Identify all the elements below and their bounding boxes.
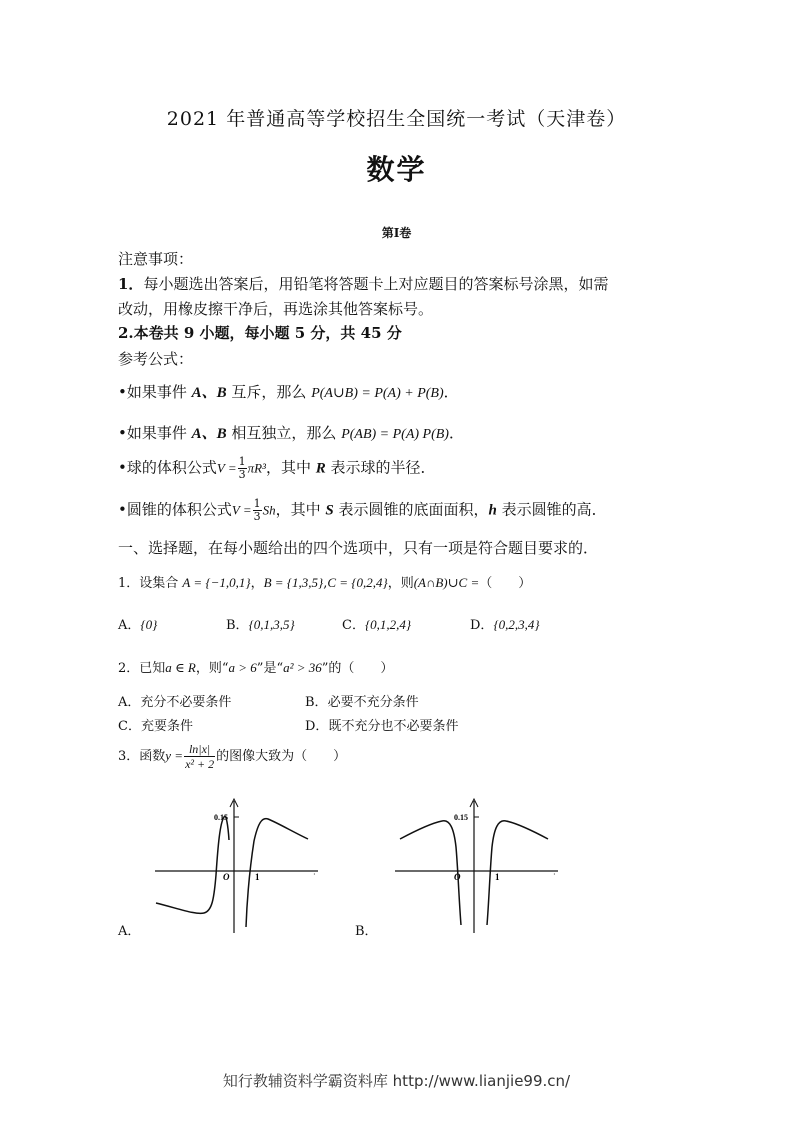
- q2-option-c[interactable]: [118, 715, 193, 734]
- formula-3-fraction: [238, 456, 247, 481]
- q1-stem-e: ,: [323, 576, 328, 591]
- formula-independent: [118, 422, 464, 443]
- q3-y: y =: [165, 748, 184, 763]
- q1-set-a: A = {−1,0,1}: [182, 575, 251, 590]
- q3-graph-b: [390, 795, 565, 935]
- q3-stem-b: 的图像大致为（ ）: [216, 749, 347, 764]
- q1-stem-c: ，: [250, 576, 264, 591]
- q1-option-b-label: B．: [226, 618, 249, 633]
- formula-4-numerator: 1: [253, 497, 261, 510]
- formula-2-expression: P(AB) = P(A) P(B): [341, 427, 449, 442]
- formula-4-variable-2: h: [488, 502, 497, 519]
- q2-stem-g: ”的（ ）: [321, 661, 394, 676]
- graph-b-origin-label: O: [454, 872, 461, 882]
- q1-option-d-value: {0,2,3,4}: [493, 617, 540, 632]
- q2-stem-c: ，则“: [195, 661, 229, 676]
- q3-stem-a: 3．函数: [118, 749, 166, 764]
- q1-option-a[interactable]: [118, 614, 157, 633]
- formula-3-v: V =: [216, 460, 237, 476]
- q2-option-a[interactable]: [118, 691, 231, 710]
- q1-expression: (A∩B)∪C =: [413, 575, 480, 590]
- q2-option-b-label: B．: [305, 695, 328, 710]
- q2-option-d[interactable]: [305, 715, 458, 734]
- formula-2-prefix: •如果事件: [118, 424, 192, 442]
- formula-4-fraction: [253, 498, 262, 523]
- formula-3-rest: πR³: [247, 460, 266, 476]
- formula-1-prefix: •如果事件: [118, 383, 192, 401]
- formula-1-events: A、B: [191, 385, 227, 401]
- formula-1-end: ．: [443, 383, 459, 401]
- formula-1-mid: 互斥，那么: [226, 383, 312, 401]
- q2-option-a-value: 充分不必要条件: [140, 695, 232, 710]
- formula-4-mid: 表示圆锥的底面面积，: [333, 500, 489, 519]
- formula-1-expression: P(A∪B) = P(A) + P(B): [311, 386, 444, 401]
- notice-item-1: [118, 273, 608, 294]
- footer-watermark: 知行教辅资料学霸资料库 http://www.lianjie99.cn/: [222, 1072, 571, 1090]
- exam-title: 2021 年普通高等学校招生全国统一考试（天津卷）: [166, 108, 627, 130]
- q1-set-c: C = {0,2,4}: [327, 575, 388, 590]
- formula-mutually-exclusive: [118, 381, 459, 402]
- q1-option-c-value: {0,1,2,4}: [364, 617, 412, 632]
- q2-option-b[interactable]: [305, 691, 419, 710]
- q2-option-d-label: D．: [305, 719, 329, 734]
- q3-numerator: ln|x|: [184, 742, 215, 757]
- q1-set-b: B = {1,3,5}: [263, 575, 324, 590]
- q1-option-d-label: D．: [470, 618, 494, 633]
- q1-option-b[interactable]: [226, 614, 295, 633]
- graph-a-tick-y-label: 0.15: [214, 813, 228, 822]
- formula-4-prefix: •圆锥的体积公式: [118, 500, 232, 519]
- q2-statement-q: a² > 36: [283, 660, 322, 675]
- q1-option-a-value: {0}: [140, 617, 158, 632]
- notice-heading: 注意事项：: [118, 250, 194, 268]
- formula-sphere-volume: [118, 456, 436, 481]
- q3-option-a-label[interactable]: A．: [118, 924, 141, 939]
- graph-a-x-axis-end: ·: [313, 870, 316, 879]
- graph-b-x-axis-end: ·: [553, 870, 556, 879]
- formula-3-denominator: 3: [238, 468, 246, 481]
- volume-label: 第I卷: [381, 226, 412, 240]
- formula-3-prefix: •球的体积公式: [118, 458, 217, 477]
- graph-b-tick-x-label: 1: [495, 872, 500, 882]
- q1-bracket: （ ）: [479, 576, 532, 591]
- graph-b-left-curve: [400, 821, 461, 925]
- q2-option-b-value: 必要不充分条件: [327, 695, 419, 710]
- formula-2-events: A、B: [191, 426, 227, 442]
- formula-4-post: ，其中: [275, 500, 326, 519]
- formula-3-numerator: 1: [238, 455, 246, 468]
- subject-title: 数学: [366, 153, 427, 186]
- graph-a-origin-label: O: [223, 872, 230, 882]
- formula-4-v: V =: [231, 502, 252, 518]
- formula-2-end: ．: [448, 424, 464, 442]
- q3-denominator: x² + 2: [185, 757, 215, 771]
- q2-option-c-label: C．: [118, 719, 141, 734]
- question-2-stem: [118, 657, 393, 676]
- formula-3-variable: R: [315, 460, 326, 477]
- q2-option-d-value: 既不充分也不必要条件: [328, 719, 459, 734]
- q3-fraction: [184, 742, 215, 771]
- q1-stem-a: 1．设集合: [118, 576, 183, 591]
- q2-stem-a: 2．已知: [118, 661, 166, 676]
- notice-item-1-continued: 改动，用橡皮擦干净后，再选涂其他答案标号。: [118, 300, 434, 318]
- formula-4-denominator: 3: [253, 510, 261, 523]
- q2-statement-p: a > 6: [228, 660, 257, 675]
- question-3-stem: [118, 742, 346, 771]
- notice-item-1-text: 每小题选出答案后，用铅笔将答题卡上对应题目的答案标号涂黑，如需: [143, 275, 609, 293]
- graph-b-tick-y-label: 0.15: [454, 813, 468, 822]
- question-1-stem: [118, 572, 531, 591]
- formula-2-mid: 相互独立，那么: [226, 424, 342, 442]
- q2-option-a-label: A．: [118, 695, 141, 710]
- q3-graph-a: [150, 795, 325, 935]
- q2-stem-e: ”是“: [256, 661, 284, 676]
- q1-option-c-label: C．: [342, 618, 365, 633]
- q1-option-b-value: {0,1,3,5}: [248, 617, 295, 632]
- q1-option-a-label: A．: [118, 618, 141, 633]
- notice-item-1-number: 1．: [118, 275, 144, 293]
- formula-4-end: 表示圆锥的高．: [496, 500, 607, 519]
- q1-option-d[interactable]: [470, 614, 540, 633]
- formula-3-post: ，其中: [265, 458, 316, 477]
- section-1-heading: 一、选择题，在每小题给出的四个选项中，只有一项是符合题目要求的．: [118, 539, 599, 557]
- q2-option-c-value: 充要条件: [140, 719, 193, 734]
- formula-cone-volume: [118, 498, 607, 523]
- q2-condition: a ∈ R: [165, 660, 196, 675]
- formulas-heading: 参考公式：: [118, 350, 194, 368]
- q1-stem-g: ，则: [387, 576, 414, 591]
- q1-option-c[interactable]: [342, 614, 411, 633]
- formula-4-rest: Sh: [262, 502, 276, 518]
- formula-3-end: 表示球的半径．: [325, 458, 436, 477]
- formula-4-variable: S: [325, 502, 334, 519]
- notice-item-2: 2.本卷共 9 小题，每小题 5 分，共 45 分: [118, 324, 402, 342]
- graph-a-left-curve: [156, 816, 229, 913]
- q3-option-b-label[interactable]: B．: [355, 924, 378, 939]
- graph-a-tick-x-label: 1: [255, 872, 260, 882]
